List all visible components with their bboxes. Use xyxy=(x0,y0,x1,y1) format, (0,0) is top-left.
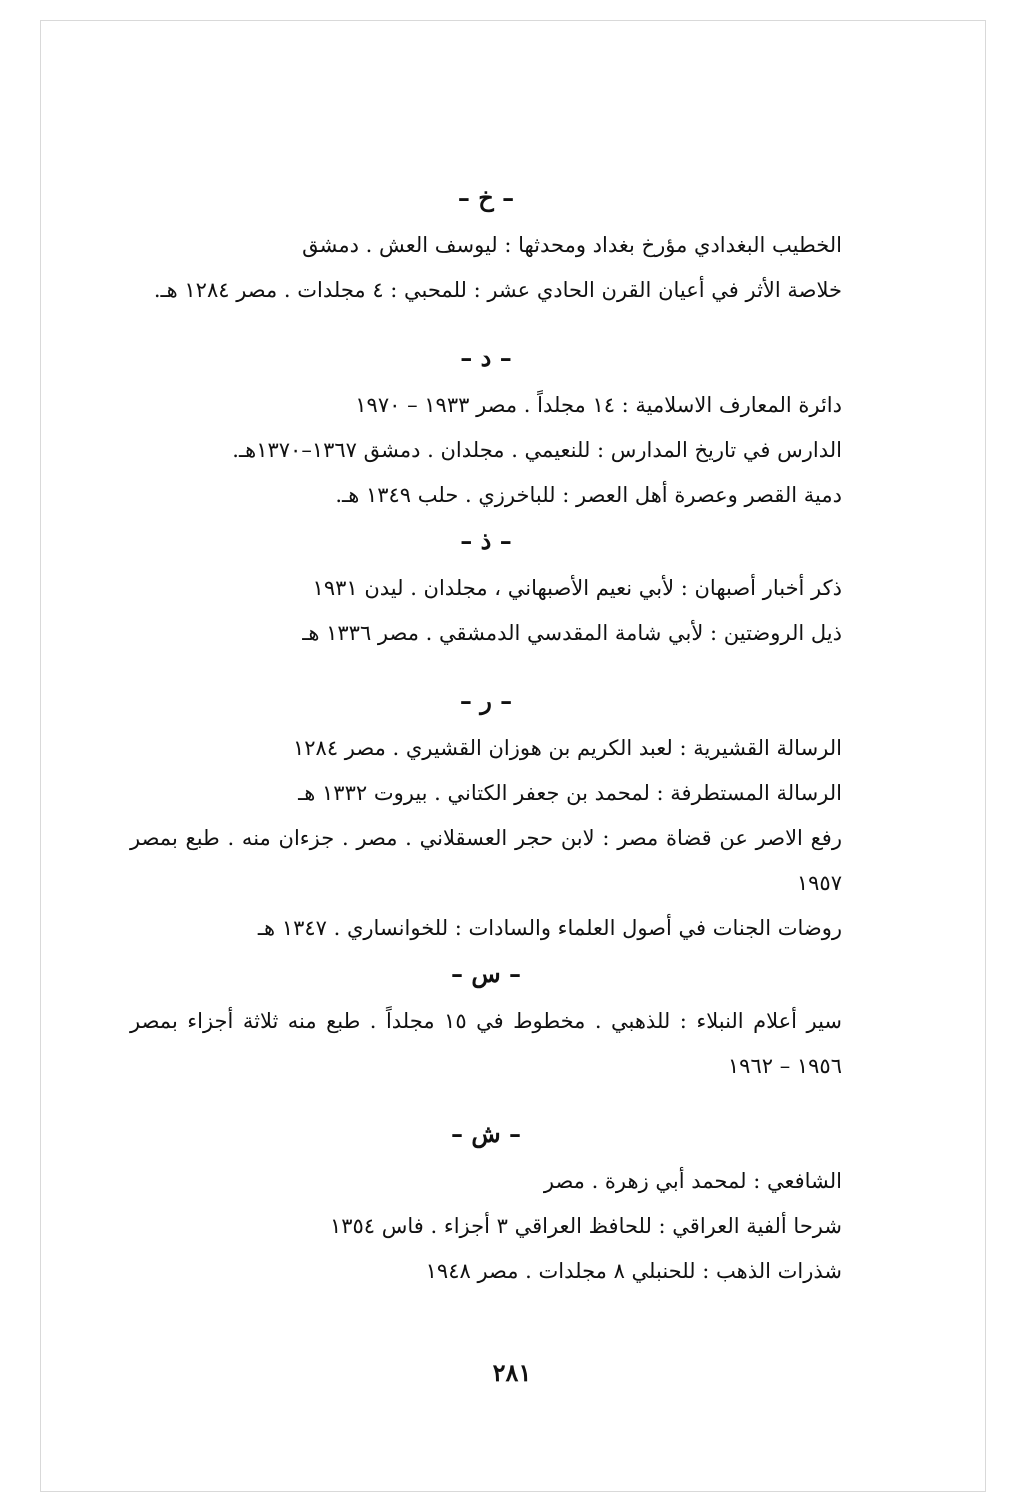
page-number: ٢٨١ xyxy=(492,1358,532,1387)
bibliography-entry: دائرة المعارف الاسلامية : ١٤ مجلداً . مصر ١٩٣٣ – ١٩٧٠ xyxy=(355,393,842,417)
bibliography-entry: سير أعلام النبلاء : للذهبي . مخطوط في ١٥ مجلداً . طبع منه ثلاثة أجزاء بمصر ١٩٥٦ – ١٩٦٢ xyxy=(130,1009,842,1078)
bibliography-entry: رفع الاصر عن قضاة مصر : لابن حجر العسقلاني . مصر . جزءان منه . طبع بمصر ١٩٥٧ xyxy=(130,826,842,895)
section-shin xyxy=(130,1119,842,1294)
section-heading: – س – xyxy=(450,959,521,988)
bibliography-entry: شرحا ألفية العراقي : للحافظ العراقي ٣ أجزاء . فاس ١٣٥٤ xyxy=(329,1214,842,1238)
section-dal xyxy=(130,343,842,518)
bibliography-entry: شذرات الذهب : للحنبلي ٨ مجلدات . مصر ١٩٤٨ xyxy=(425,1259,842,1283)
section-ra xyxy=(130,686,842,951)
section-dhal xyxy=(130,526,842,656)
bibliography-entry: الخطيب البغدادي مؤرخ بغداد ومحدثها : ليوسف العش . دمشق xyxy=(302,233,842,257)
bibliography-entry: خلاصة الأثر في أعيان القرن الحادي عشر : للمحبي : ٤ مجلدات . مصر ١٢٨٤ هـ. xyxy=(153,278,842,302)
section-heading: – د – xyxy=(460,343,512,372)
section-heading: – خ – xyxy=(457,183,515,212)
bibliography-entry: ذكر أخبار أصبهان : لأبي نعيم الأصبهاني ، مجلدان . ليدن ١٩٣١ xyxy=(312,576,842,600)
section-sin xyxy=(130,959,842,1089)
bibliography-entry: الرسالة المستطرفة : لمحمد بن جعفر الكتاني . بيروت ١٣٣٢ هـ xyxy=(298,781,842,805)
bibliography-entry: ذيل الروضتين : لأبي شامة المقدسي الدمشقي . مصر ١٣٣٦ هـ xyxy=(302,621,842,645)
bibliography-entry: الشافعي : لمحمد أبي زهرة . مصر xyxy=(543,1169,842,1193)
bibliography-body xyxy=(130,175,842,1294)
section-heading: – ش – xyxy=(450,1119,521,1148)
section-kha xyxy=(130,183,842,313)
bibliography-entry: الرسالة القشيرية : لعبد الكريم بن هوزان القشيري . مصر ١٢٨٤ xyxy=(293,736,842,760)
bibliography-entry: الدارس في تاريخ المدارس : للنعيمي . مجلدان . دمشق ١٣٦٧–١٣٧٠هـ. xyxy=(232,438,842,462)
section-heading: – ذ – xyxy=(460,526,512,555)
section-heading: – ر – xyxy=(459,686,513,715)
bibliography-entry: دمية القصر وعصرة أهل العصر : للباخرزي . حلب ١٣٤٩ هـ. xyxy=(335,483,842,507)
bibliography-entry: روضات الجنات في أصول العلماء والسادات : للخوانساري . ١٣٤٧ هـ xyxy=(257,916,842,940)
